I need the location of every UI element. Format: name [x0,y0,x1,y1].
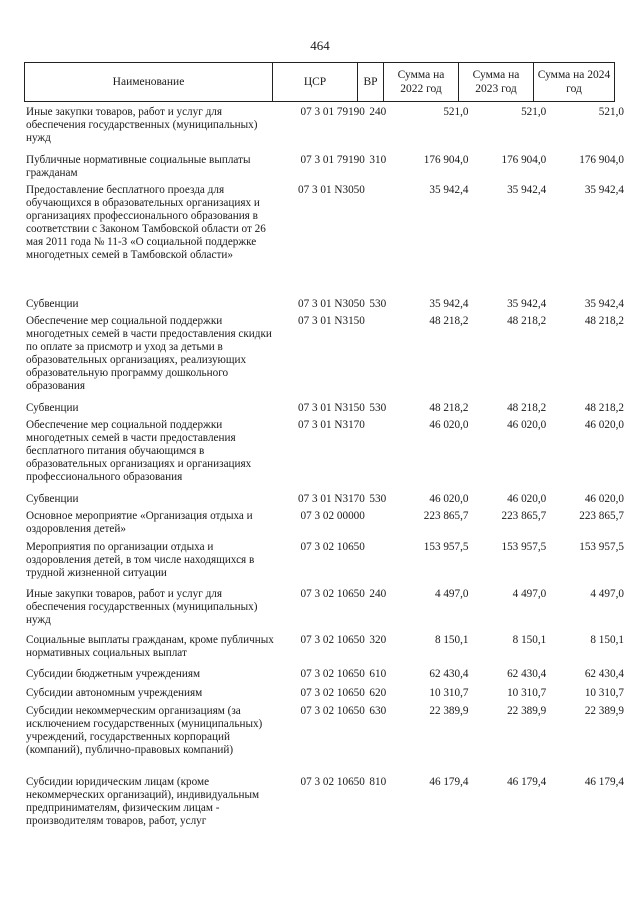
row-sum-2022: 10 310,7 [429,687,469,699]
row-csr: 07 3 01 N3150 [298,315,365,327]
page-number: 464 [310,38,330,53]
row-sum-2022: 153 957,5 [423,541,469,553]
row-sum-2023: 521,0 [521,106,547,118]
row-sum-2023: 176 904,0 [501,154,547,166]
table-header [24,62,615,102]
row-sum-2022: 8 150,1 [434,634,469,646]
row-sum-2022: 46 179,4 [429,776,469,788]
header-sum-2024: Сумма на 2024 год [534,63,615,102]
row-sum-2024: 48 218,2 [584,315,624,327]
row-name: Субвенции [26,493,79,505]
row-sum-2023: 62 430,4 [507,668,547,680]
table-row [24,541,624,588]
row-vr: 810 [369,776,387,788]
row-sum-2024: 46 179,4 [584,776,624,788]
row-sum-2022: 4 497,0 [434,588,469,600]
table-row [24,776,624,848]
row-csr: 07 3 02 10650 [300,705,365,717]
row-sum-2022: 35 942,4 [429,184,469,196]
row-vr: 310 [369,154,387,166]
row-sum-2024: 176 904,0 [579,154,624,166]
row-vr [365,541,391,588]
table-row [24,184,624,298]
table-row [24,588,624,634]
row-name: Обеспечение мер социальной поддержки многодетных семей в части предоставления скидки по оплате за присмотр и уход за детьми в образовательных организациях, реализующих образовательную программу дошкольного образования [26,315,272,392]
row-sum-2022: 46 020,0 [429,419,469,431]
row-vr: 320 [369,634,387,646]
row-csr: 07 3 02 10650 [300,541,365,553]
table-body [24,106,624,848]
row-vr: 620 [369,687,387,699]
table-row [24,154,624,184]
row-sum-2023: 8 150,1 [512,634,547,646]
row-sum-2024: 46 020,0 [584,493,624,505]
table-row [24,634,624,668]
row-vr: 610 [369,668,387,680]
row-name: Мероприятия по организации отдыха и оздоровления детей, в том числе находящихся в трудной жизненной ситуации [26,541,255,579]
row-sum-2023: 35 942,4 [507,184,547,196]
row-vr [365,315,391,402]
row-sum-2022: 35 942,4 [429,298,469,310]
row-vr: 240 [369,106,387,118]
row-sum-2022: 223 865,7 [423,510,469,522]
row-vr: 530 [369,298,387,310]
row-sum-2024: 35 942,4 [584,298,624,310]
row-csr: 07 3 01 N3050 [298,298,365,310]
row-sum-2023: 4 497,0 [512,588,547,600]
row-sum-2023: 48 218,2 [507,402,547,414]
table-row [24,687,624,705]
row-csr: 07 3 01 N3050 [298,184,365,196]
row-name: Иные закупки товаров, работ и услуг для обеспечения государственных (муниципальных) нужд [26,588,258,626]
row-csr: 07 3 02 10650 [300,634,365,646]
row-sum-2024: 4 497,0 [590,588,624,600]
table-row [24,668,624,687]
row-name: Основное мероприятие «Организация отдыха и оздоровления детей» [26,510,253,535]
row-sum-2022: 46 020,0 [429,493,469,505]
row-sum-2024: 62 430,4 [584,668,624,680]
table-row [24,510,624,541]
row-name: Социальные выплаты гражданам, кроме публичных нормативных социальных выплат [26,634,274,659]
row-sum-2023: 35 942,4 [507,298,547,310]
row-csr: 07 3 01 N3170 [298,419,365,431]
table-row [24,106,624,154]
row-sum-2022: 521,0 [443,106,469,118]
row-sum-2022: 48 218,2 [429,315,469,327]
row-csr: 07 3 02 10650 [300,588,365,600]
row-sum-2023: 10 310,7 [507,687,547,699]
row-csr: 07 3 01 N3170 [298,493,365,505]
row-name: Субсидии некоммерческим организациям (за исключением государственных (муниципальных) учреждений, государственных корпораций (компаний), публично-правовых компаний) [26,705,263,756]
row-vr: 630 [369,705,387,717]
row-csr: 07 3 02 10650 [300,668,365,680]
table-row [24,402,624,419]
row-vr [365,419,391,493]
row-csr: 07 3 01 79190 [300,154,365,166]
row-sum-2024: 48 218,2 [584,402,624,414]
row-csr: 07 3 02 10650 [300,687,365,699]
header-sum-2022: Сумма на 2022 год [384,63,459,102]
row-vr [365,184,391,298]
row-name: Субвенции [26,402,79,414]
table-row [24,705,624,776]
row-vr: 530 [369,493,387,505]
row-sum-2023: 223 865,7 [501,510,547,522]
row-sum-2024: 223 865,7 [579,510,624,522]
row-sum-2023: 46 179,4 [507,776,547,788]
header-vr: ВР [358,63,384,102]
row-csr: 07 3 01 79190 [300,106,365,118]
row-sum-2023: 153 957,5 [501,541,547,553]
row-sum-2024: 35 942,4 [584,184,624,196]
table-row [24,493,624,510]
row-sum-2024: 153 957,5 [579,541,624,553]
row-name: Иные закупки товаров, работ и услуг для обеспечения государственных (муниципальных) нужд [26,106,258,144]
row-sum-2022: 176 904,0 [423,154,469,166]
header-name: Наименование [25,63,273,102]
row-sum-2024: 8 150,1 [590,634,624,646]
table-row [24,419,624,493]
row-csr: 07 3 02 00000 [300,510,365,522]
row-sum-2022: 62 430,4 [429,668,469,680]
table-row [24,298,624,315]
header-sum-2023: Сумма на 2023 год [459,63,534,102]
row-sum-2022: 48 218,2 [429,402,469,414]
row-vr: 240 [369,588,387,600]
row-name: Предоставление бесплатного проезда для обучающихся в образовательных организациях и организациях профессионального образования в соответствии с Законом Тамбовской области от 26 мая 2011 года № 11-З «О социальной поддержке многодетных семей в Тамбовской области» [26,184,266,261]
row-name: Субсидии бюджетным учреждениям [26,668,201,680]
row-name: Публичные нормативные социальные выплаты гражданам [26,154,251,179]
row-name: Субсидии юридическим лицам (кроме некоммерческих организаций), индивидуальным предпринимателям, физическим лицам - производителям товаров, работ, услуг [26,776,260,827]
row-vr: 530 [369,402,387,414]
row-name: Субвенции [26,298,79,310]
row-sum-2022: 22 389,9 [429,705,469,717]
row-sum-2024: 46 020,0 [584,419,624,431]
row-sum-2024: 521,0 [598,106,624,118]
table-row [24,315,624,402]
row-csr: 07 3 01 N3150 [298,402,365,414]
row-sum-2024: 10 310,7 [584,687,624,699]
row-sum-2023: 46 020,0 [507,419,547,431]
row-name: Субсидии автономным учреждениям [26,687,203,699]
row-name: Обеспечение мер социальной поддержки многодетных семей в части предоставления бесплатного питания обучающимся в образовательных организациях и организациях профессионального образования [26,419,252,483]
header-csr: ЦСР [273,63,358,102]
row-vr [365,510,391,541]
row-sum-2023: 22 389,9 [507,705,547,717]
row-sum-2024: 22 389,9 [584,705,624,717]
row-csr: 07 3 02 10650 [300,776,365,788]
row-sum-2023: 48 218,2 [507,315,547,327]
row-sum-2023: 46 020,0 [507,493,547,505]
